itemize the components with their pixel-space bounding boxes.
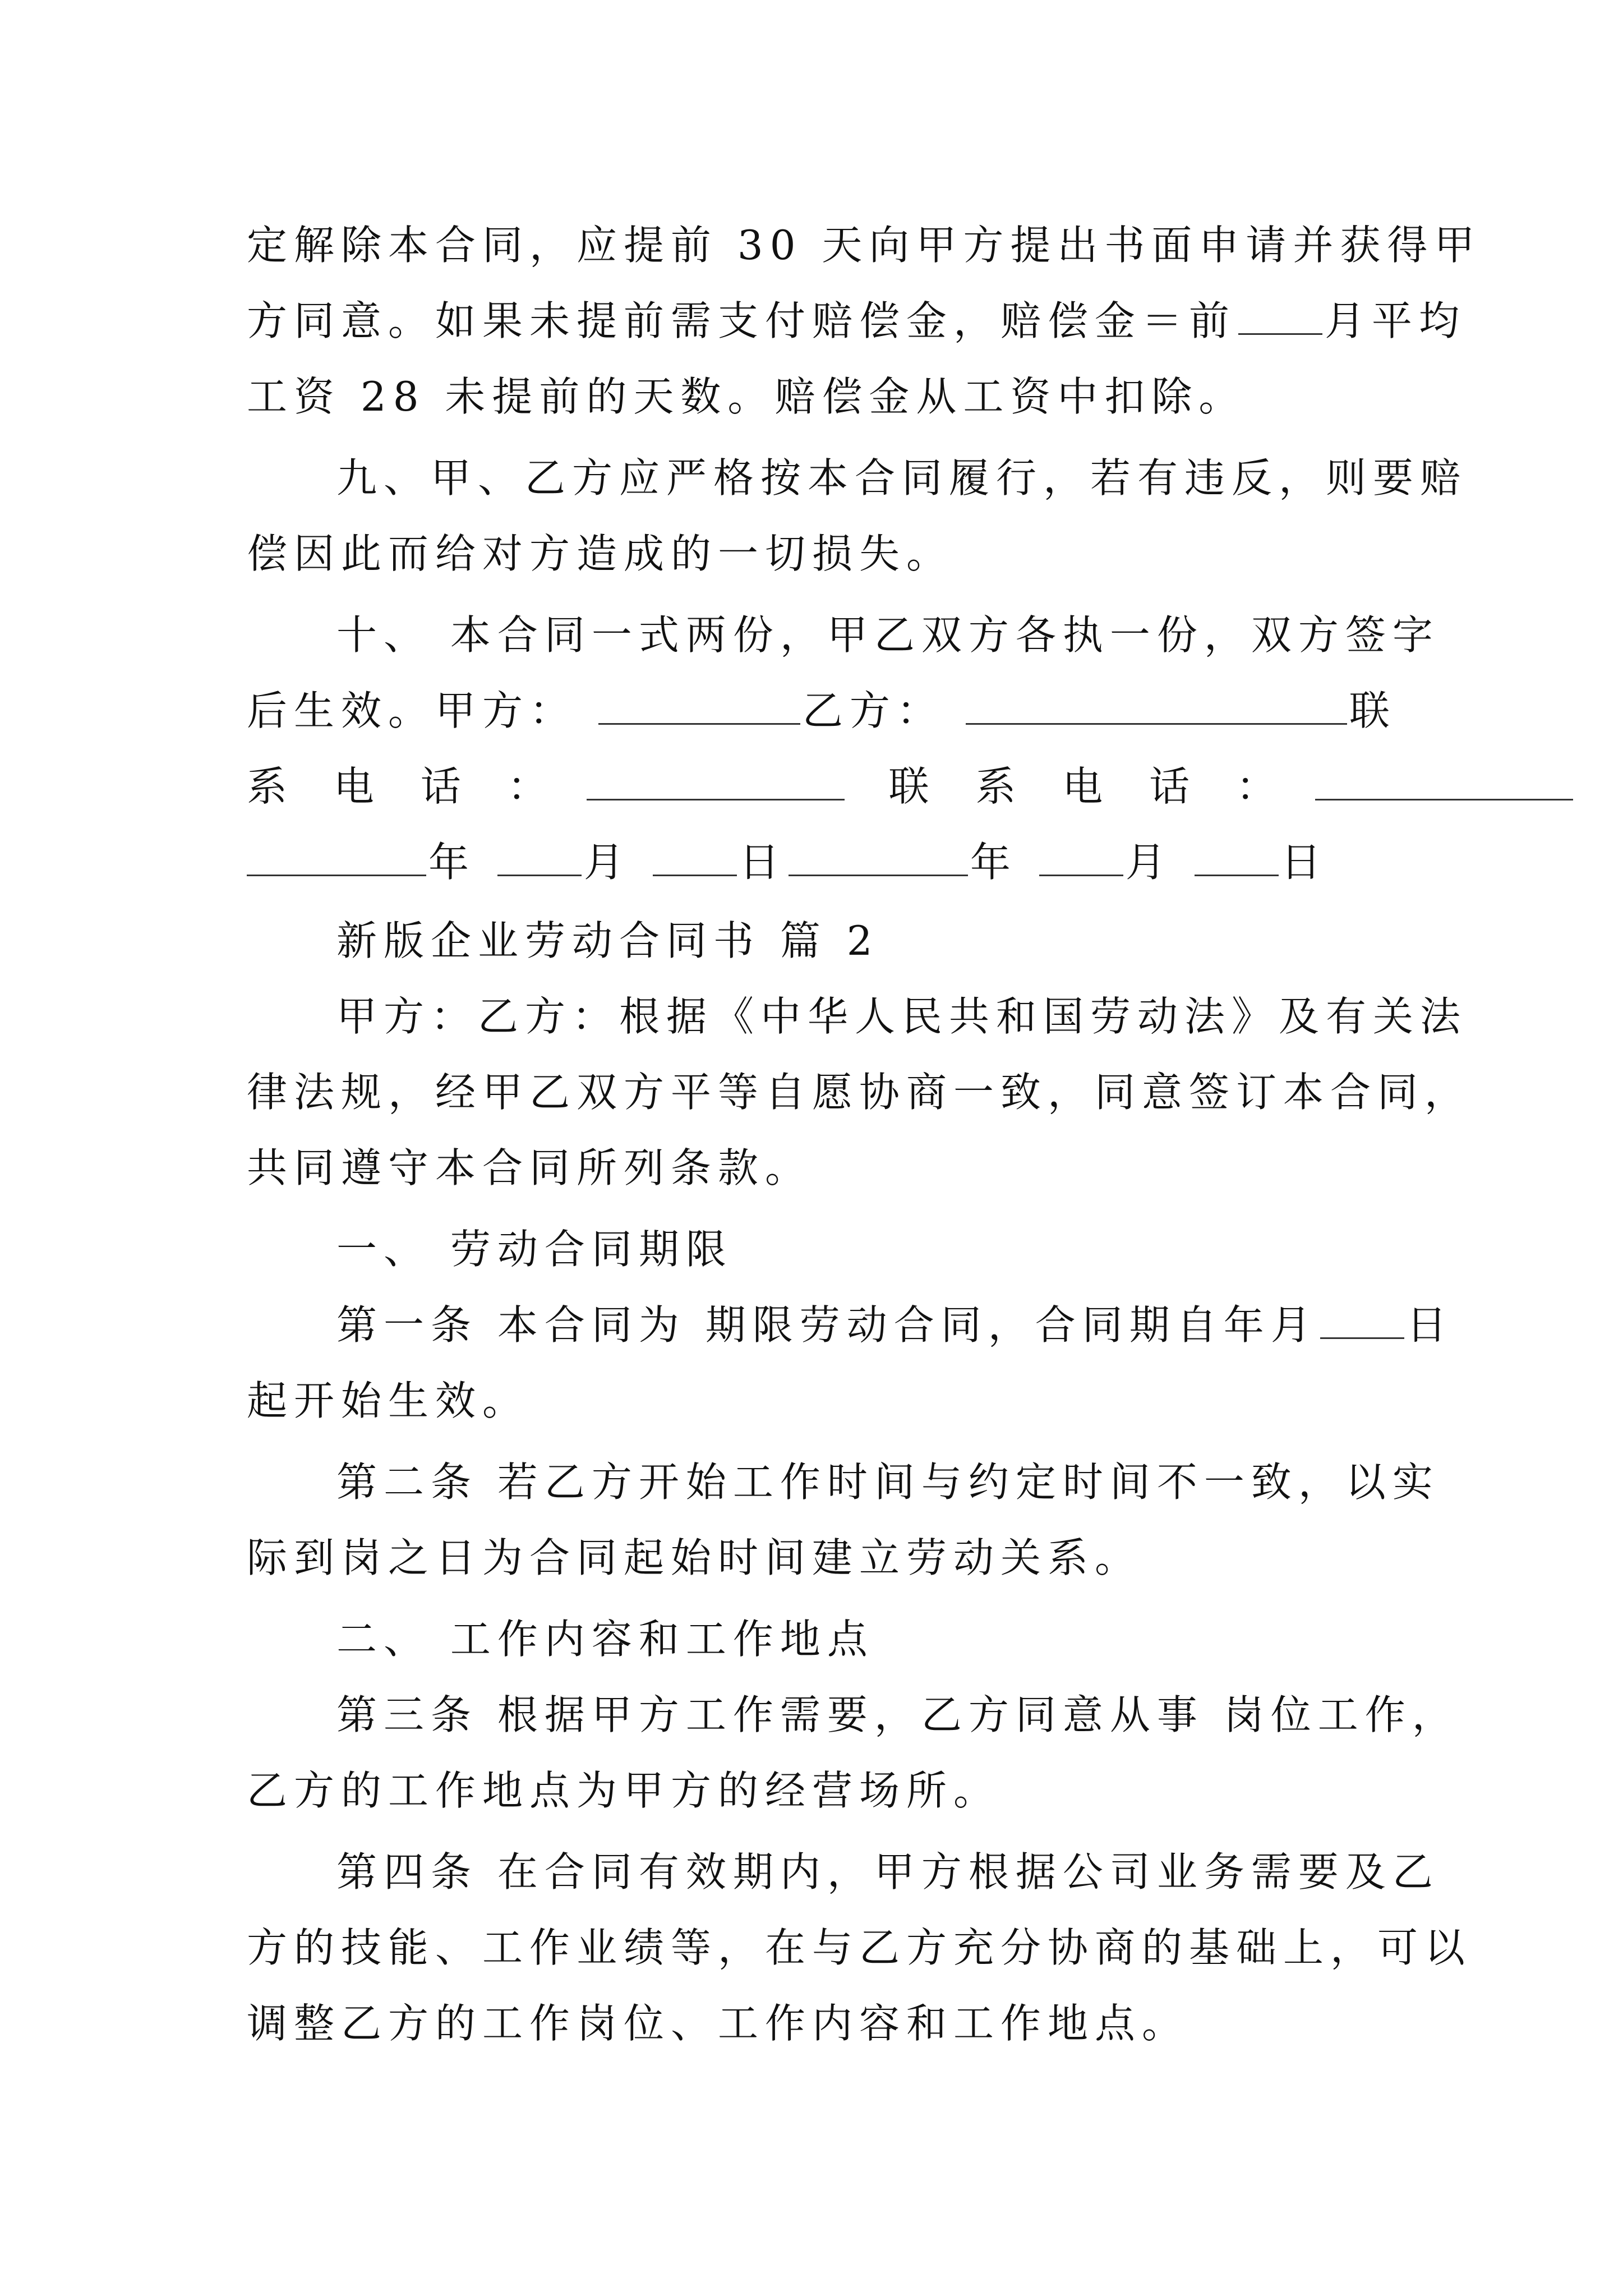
party-a-month-blank — [497, 834, 582, 876]
party-a-day-blank — [653, 834, 737, 876]
fill-blank-months — [1238, 293, 1322, 335]
text-line — [247, 1521, 1380, 1594]
party-b-phone-blank — [1315, 758, 1573, 800]
text-line — [247, 1056, 1472, 1129]
day-label: 日 — [739, 839, 786, 886]
party-b-label: 乙方： — [802, 687, 944, 734]
day-label: 日 — [1280, 839, 1328, 886]
clause-9-text: 偿因此而给对方造成的一切损失。 — [247, 530, 954, 577]
chapter-heading-text: 二、 工作内容和工作地点 — [336, 1616, 874, 1663]
party-a-phone-label: 系 电 话 ： — [247, 763, 565, 810]
article-1-text: 起开始生效。 — [247, 1377, 530, 1424]
text-line — [247, 750, 1380, 823]
month-label: 月 — [583, 839, 631, 886]
year-label: 年 — [970, 839, 1017, 886]
year-label: 年 — [428, 839, 476, 886]
text-line — [336, 1678, 1459, 1751]
text-line — [336, 1446, 1440, 1519]
article-4-text: 第四条 在合同有效期内，甲方根据公司业务需要及乙 — [336, 1848, 1440, 1895]
intro-text: 共同遵守本合同所列条款。 — [247, 1144, 813, 1191]
intro-text: 甲方：乙方：根据《中华人民共和国劳动法》及有关法 — [336, 993, 1468, 1040]
party-a-phone-blank — [587, 758, 845, 800]
party-b-year-blank — [789, 834, 968, 876]
section-title — [336, 904, 1380, 977]
article-3-text: 第三条 根据甲方工作需要，乙方同意从事 岗位工作， — [336, 1691, 1459, 1738]
text-line — [247, 1987, 1380, 2060]
chapter-heading-text: 一、 劳动合同期限 — [336, 1226, 733, 1273]
text-line — [247, 1754, 1380, 1827]
clause-8-text: 工资 28 未提前的天数。赔偿金从工资中扣除。 — [247, 373, 1246, 420]
text-line — [247, 209, 1482, 282]
party-b-phone-label: 联 系 电 话 ： — [888, 763, 1294, 810]
clause-9-text: 九、甲、乙方应严格按本合同履行，若有违反，则要赔 — [336, 454, 1468, 501]
text-line — [336, 980, 1468, 1053]
party-a-year-blank — [247, 834, 426, 876]
article-3-text: 乙方的工作地点为甲方的经营场所。 — [247, 1767, 1001, 1814]
intro-text: 律法规，经甲乙双方平等自愿协商一致，同意签订本合同， — [247, 1069, 1472, 1116]
party-b-day-blank — [1195, 834, 1279, 876]
article-4-text: 调整乙方的工作岗位、工作内容和工作地点。 — [247, 2000, 1189, 2047]
chapter-heading — [336, 1213, 1380, 1286]
clause-10-text: 十、 本合同一式两份，甲乙双方各执一份，双方签字 — [336, 611, 1440, 659]
start-day-blank — [1320, 1297, 1404, 1339]
text-line — [247, 826, 1380, 899]
text-line — [247, 1911, 1472, 1984]
text-line — [336, 1835, 1440, 1908]
chapter-heading — [336, 1603, 1380, 1676]
text-line — [247, 360, 1380, 433]
clause-8-text: 方同意。如果未提前需支付赔偿金，赔偿金＝前 — [247, 297, 1237, 344]
clause-8-text: 月平均 — [1325, 297, 1467, 344]
text-line — [336, 1289, 1454, 1361]
party-b-signature-blank — [966, 683, 1347, 725]
text-line — [247, 1364, 1380, 1437]
article-2-text: 第二条 若乙方开始工作时间与约定时间不一致，以实 — [336, 1458, 1440, 1506]
text-line — [247, 517, 1380, 590]
contact-label-start: 联 — [1349, 687, 1396, 734]
clause-8-text: 定解除本合同，应提前 30 天向甲方提出书面申请并获得甲 — [247, 222, 1482, 269]
text-line — [247, 674, 1396, 747]
party-a-signature-blank — [598, 683, 800, 725]
month-label: 月 — [1125, 839, 1173, 886]
text-line — [247, 284, 1467, 357]
article-2-text: 际到岗之日为合同起始时间建立劳动关系。 — [247, 1534, 1142, 1581]
text-line — [336, 441, 1468, 514]
text-line — [247, 1131, 1380, 1204]
article-1-text: 第一条 本合同为 期限劳动合同，合同期自年月 — [336, 1301, 1318, 1349]
section-title-text: 新版企业劳动合同书 篇 2 — [336, 917, 879, 964]
article-1-text: 日 — [1406, 1301, 1454, 1349]
article-4-text: 方的技能、工作业绩等，在与乙方充分协商的基础上，可以 — [247, 1924, 1472, 1971]
party-b-month-blank — [1039, 834, 1123, 876]
clause-10-text: 后生效。甲方： — [247, 687, 577, 734]
text-line — [336, 599, 1440, 671]
